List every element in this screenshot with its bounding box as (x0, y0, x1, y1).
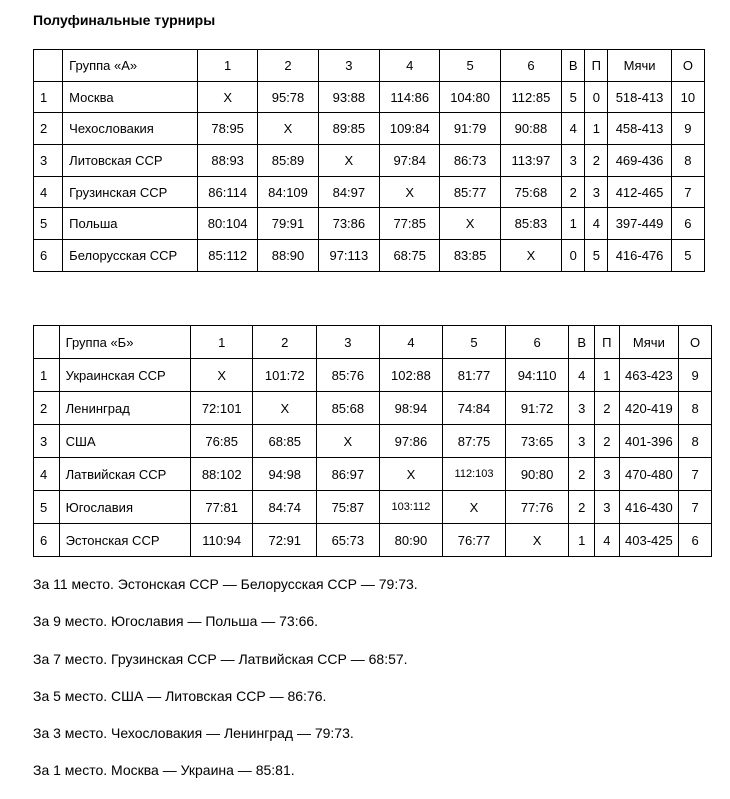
table-cell: 0 (562, 240, 585, 272)
table-row (34, 176, 705, 208)
table-cell: 93:88 (318, 81, 379, 113)
table-cell: 83:85 (440, 240, 500, 272)
rank-cell: 2 (34, 113, 63, 145)
table-cell: 10 (671, 81, 704, 113)
table-cell: 80:104 (197, 208, 257, 240)
table-cell: 401-396 (619, 425, 678, 458)
table-cell: 78:95 (197, 113, 257, 145)
team-name: США (59, 425, 190, 458)
table-row (34, 359, 712, 392)
rank-cell: 4 (34, 176, 63, 208)
column-header: П (585, 50, 608, 82)
table-cell: 104:80 (440, 81, 500, 113)
table-cell: 6 (679, 524, 712, 557)
table-cell: 3 (569, 392, 595, 425)
table-cell: 98:94 (379, 392, 443, 425)
table-cell: 109:84 (380, 113, 440, 145)
table-cell: 97:84 (380, 145, 440, 177)
team-name: Белорусская ССР (63, 240, 198, 272)
column-header: 5 (440, 50, 500, 82)
table-cell: 88:90 (258, 240, 318, 272)
table-cell: X (500, 240, 561, 272)
column-header: 6 (505, 326, 569, 359)
table-cell: X (380, 176, 440, 208)
column-header: 2 (253, 326, 317, 359)
column-header: 4 (379, 326, 443, 359)
column-header (34, 326, 60, 359)
table-cell: 73:65 (505, 425, 569, 458)
rank-cell: 6 (34, 524, 60, 557)
column-header: В (562, 50, 585, 82)
table-cell: 84:97 (318, 176, 379, 208)
rank-cell: 2 (34, 392, 60, 425)
table-cell: 88:102 (190, 458, 253, 491)
table-cell: 85:77 (440, 176, 500, 208)
table-cell: 416-476 (608, 240, 671, 272)
table-cell: 458-413 (608, 113, 671, 145)
table-cell: 9 (671, 113, 704, 145)
table-cell: 72:91 (253, 524, 317, 557)
table-cell: 2 (569, 491, 595, 524)
table-cell: 3 (595, 491, 620, 524)
rank-cell: 1 (34, 81, 63, 113)
table-cell: 7 (671, 176, 704, 208)
table-row (34, 145, 705, 177)
table-cell: 65:73 (317, 524, 380, 557)
table-cell: 2 (562, 176, 585, 208)
group-a-title: Группа «А» (63, 50, 198, 82)
table-cell: X (443, 491, 506, 524)
table-row (34, 524, 712, 557)
table-cell: 85:76 (317, 359, 380, 392)
table-cell: 2 (585, 145, 608, 177)
rank-cell: 6 (34, 240, 63, 272)
table-cell: 420-419 (619, 392, 678, 425)
table-cell: X (440, 208, 500, 240)
table-cell: 90:88 (500, 113, 561, 145)
table-cell: 114:86 (380, 81, 440, 113)
table-cell: 87:75 (443, 425, 506, 458)
table-cell: 91:79 (440, 113, 500, 145)
column-header: 3 (317, 326, 380, 359)
table-row (34, 392, 712, 425)
table-cell: 68:85 (253, 425, 317, 458)
table-cell: 0 (585, 81, 608, 113)
result-line: За 7 место. Грузинская ССР — Латвийская ССР — 68:57. (33, 651, 408, 667)
table-cell: 85:112 (197, 240, 257, 272)
team-name: Югославия (59, 491, 190, 524)
table-cell: X (318, 145, 379, 177)
group-b-title: Группа «Б» (59, 326, 190, 359)
table-row (34, 491, 712, 524)
table-cell: 73:86 (318, 208, 379, 240)
table-cell: 72:101 (190, 392, 253, 425)
column-header: 3 (318, 50, 379, 82)
table-cell: 112:85 (500, 81, 561, 113)
column-header (34, 50, 63, 82)
rank-cell: 5 (34, 491, 60, 524)
table-cell: 4 (562, 113, 585, 145)
table-cell: 8 (679, 392, 712, 425)
table-cell: 85:89 (258, 145, 318, 177)
table-cell: 88:93 (197, 145, 257, 177)
table-cell: 4 (569, 359, 595, 392)
table-cell: 86:97 (317, 458, 380, 491)
table-cell: 1 (595, 359, 620, 392)
table-cell: 97:113 (318, 240, 379, 272)
table-cell: 7 (679, 491, 712, 524)
table-cell: 89:85 (318, 113, 379, 145)
column-header: О (679, 326, 712, 359)
table-cell: 3 (562, 145, 585, 177)
table-cell: 102:88 (379, 359, 443, 392)
table-cell: 8 (679, 425, 712, 458)
table-cell: 75:87 (317, 491, 380, 524)
table-cell: 112:103 (443, 458, 506, 491)
table-cell: 97:86 (379, 425, 443, 458)
table-cell: 4 (595, 524, 620, 557)
table-cell: 94:98 (253, 458, 317, 491)
table-row (34, 208, 705, 240)
table-cell: 77:76 (505, 491, 569, 524)
team-name: Ленинград (59, 392, 190, 425)
table-cell: 5 (562, 81, 585, 113)
table-cell: X (253, 392, 317, 425)
table-cell: X (258, 113, 318, 145)
table-cell: 403-425 (619, 524, 678, 557)
table-cell: 6 (671, 208, 704, 240)
table-cell: X (197, 81, 257, 113)
column-header: 4 (380, 50, 440, 82)
table-cell: 113:97 (500, 145, 561, 177)
table-cell: 90:80 (505, 458, 569, 491)
table-cell: 4 (585, 208, 608, 240)
table-row (34, 81, 705, 113)
table-cell: 84:74 (253, 491, 317, 524)
team-name: Грузинская ССР (63, 176, 198, 208)
table-cell: 3 (585, 176, 608, 208)
table-cell: 1 (562, 208, 585, 240)
table-cell: 80:90 (379, 524, 443, 557)
table-cell: 3 (569, 425, 595, 458)
table-cell: X (317, 425, 380, 458)
table-cell: 1 (585, 113, 608, 145)
column-header: 1 (197, 50, 257, 82)
result-line: За 5 место. США — Литовская ССР — 86:76. (33, 688, 327, 704)
table-cell: 68:75 (380, 240, 440, 272)
table-cell: 94:110 (505, 359, 569, 392)
table-cell: X (190, 359, 253, 392)
column-header: П (595, 326, 620, 359)
table-cell: 85:83 (500, 208, 561, 240)
table-cell: 3 (595, 458, 620, 491)
table-cell: 463-423 (619, 359, 678, 392)
table-cell: 416-430 (619, 491, 678, 524)
table-cell: 1 (569, 524, 595, 557)
table-cell: 101:72 (253, 359, 317, 392)
table-cell: 76:77 (443, 524, 506, 557)
table-cell: 5 (671, 240, 704, 272)
table-cell: 2 (569, 458, 595, 491)
column-header: В (569, 326, 595, 359)
team-name: Чехословакия (63, 113, 198, 145)
table-cell: 469-436 (608, 145, 671, 177)
team-name: Польша (63, 208, 198, 240)
table-cell: 84:109 (258, 176, 318, 208)
table-cell: 110:94 (190, 524, 253, 557)
result-line: За 9 место. Югославия — Польша — 73:66. (33, 613, 319, 629)
table-cell: 79:91 (258, 208, 318, 240)
table-cell: 7 (679, 458, 712, 491)
column-header: 5 (443, 326, 506, 359)
table-cell: 518-413 (608, 81, 671, 113)
table-cell: 86:114 (197, 176, 257, 208)
team-name: Москва (63, 81, 198, 113)
table-row (34, 458, 712, 491)
column-header: 2 (258, 50, 318, 82)
table-row (34, 240, 705, 272)
team-name: Эстонская ССР (59, 524, 190, 557)
column-header: 1 (190, 326, 253, 359)
table-cell: 397-449 (608, 208, 671, 240)
result-line: За 1 место. Москва — Украина — 85:81. (33, 762, 295, 778)
group-a-header-row (34, 50, 705, 82)
group-b-header-row (34, 326, 712, 359)
table-cell: 9 (679, 359, 712, 392)
team-name: Литовская ССР (63, 145, 198, 177)
team-name: Украинская ССР (59, 359, 190, 392)
column-header: О (671, 50, 704, 82)
table-cell: 74:84 (443, 392, 506, 425)
result-line: За 3 место. Чехословакия — Ленинград — 79:73. (33, 725, 354, 741)
table-cell: 412-465 (608, 176, 671, 208)
table-cell: 2 (595, 425, 620, 458)
team-name: Латвийская ССР (59, 458, 190, 491)
rank-cell: 3 (34, 145, 63, 177)
rank-cell: 1 (34, 359, 60, 392)
rank-cell: 5 (34, 208, 63, 240)
table-row (34, 425, 712, 458)
table-cell: X (505, 524, 569, 557)
group-a-table (33, 49, 705, 272)
table-cell: 2 (595, 392, 620, 425)
page-title: Полуфинальные турниры (33, 12, 216, 28)
table-cell: X (379, 458, 443, 491)
table-cell: 77:81 (190, 491, 253, 524)
column-header: Мячи (619, 326, 678, 359)
table-cell: 470-480 (619, 458, 678, 491)
rank-cell: 3 (34, 425, 60, 458)
table-cell: 86:73 (440, 145, 500, 177)
result-line: За 11 место. Эстонская ССР — Белорусская ССР — 79:73. (33, 576, 418, 592)
table-cell: 77:85 (380, 208, 440, 240)
table-cell: 95:78 (258, 81, 318, 113)
table-cell: 85:68 (317, 392, 380, 425)
table-cell: 76:85 (190, 425, 253, 458)
table-row (34, 113, 705, 145)
column-header: Мячи (608, 50, 671, 82)
rank-cell: 4 (34, 458, 60, 491)
table-cell: 75:68 (500, 176, 561, 208)
table-cell: 81:77 (443, 359, 506, 392)
table-cell: 5 (585, 240, 608, 272)
group-b-table (33, 325, 712, 557)
table-cell: 91:72 (505, 392, 569, 425)
table-cell: 8 (671, 145, 704, 177)
table-cell: 103:112 (379, 491, 443, 524)
column-header: 6 (500, 50, 561, 82)
